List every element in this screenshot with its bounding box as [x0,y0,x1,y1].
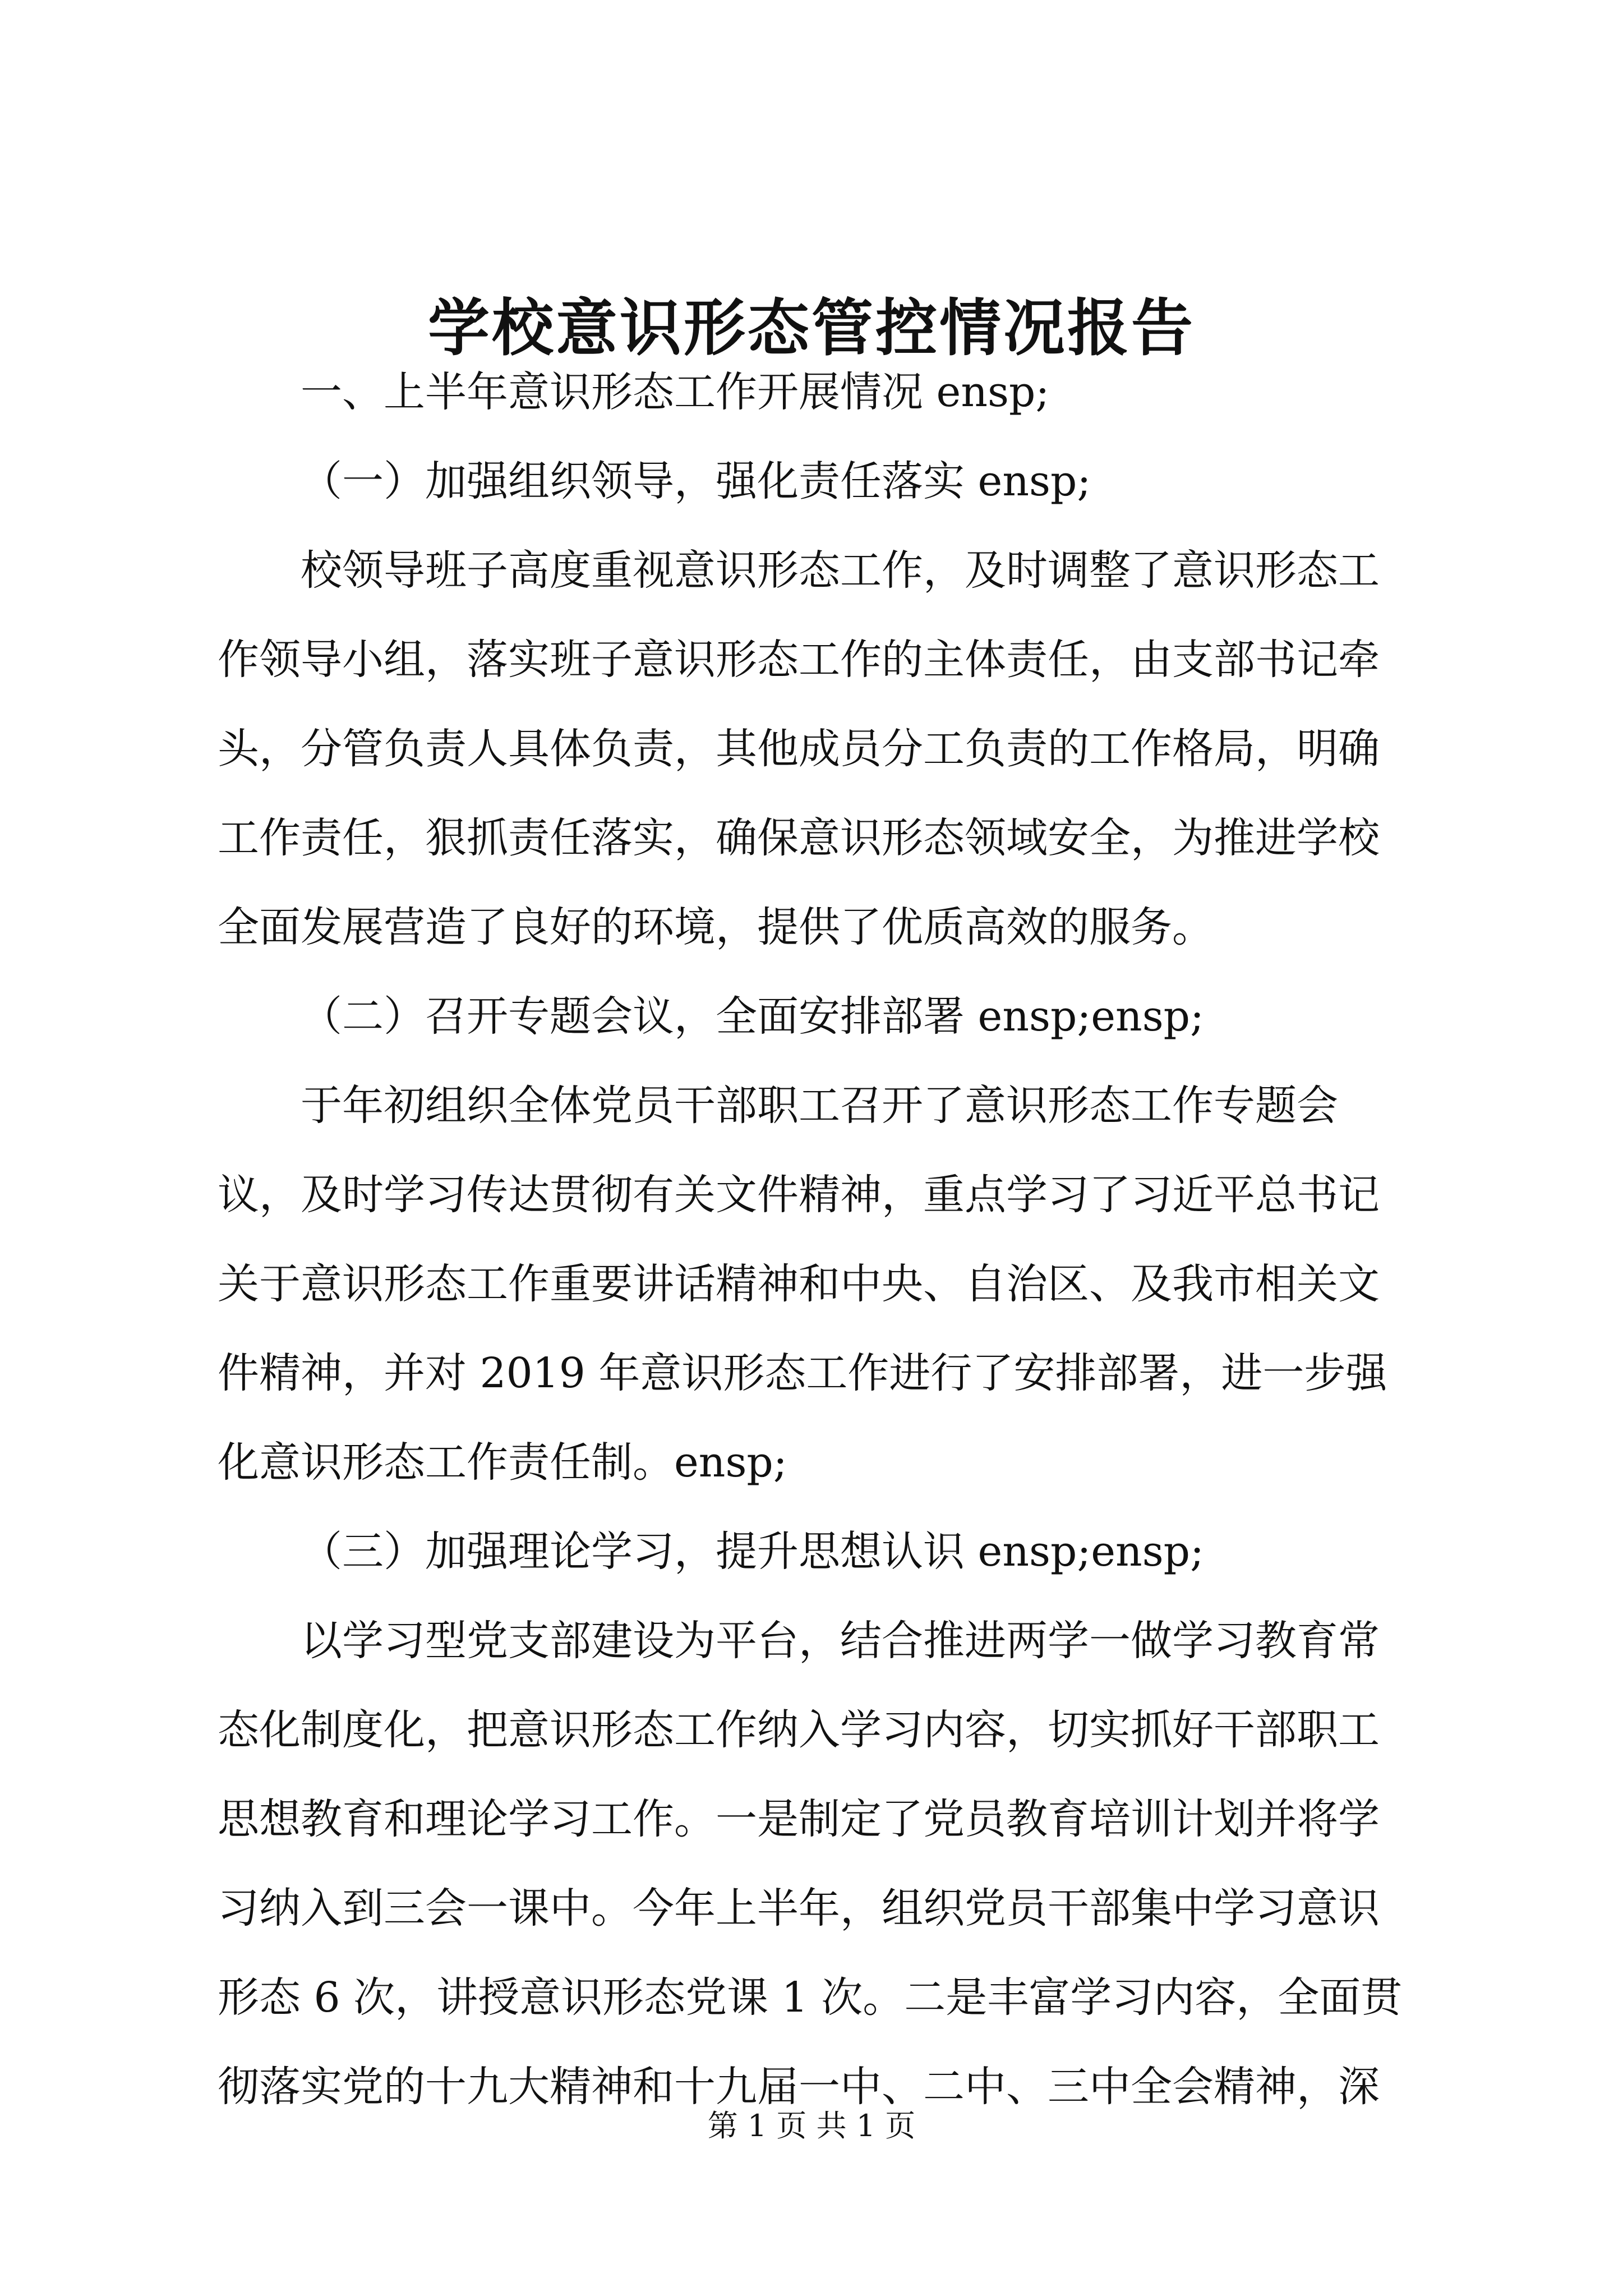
paragraph-line: 以学习型党支部建设为平台，结合推进两学一做学习教育常 [301,1617,1380,1665]
paragraph-line: 校领导班子高度重视意识形态工作，及时调整了意识形态工 [301,546,1380,595]
page-number-footer: 第 1 页 共 1 页 [707,2108,916,2143]
subsection-heading: （三）加强理论学习，提升思想认识 ensp;ensp; [301,1527,1204,1576]
paragraph-line: 全面发展营造了良好的环境，提供了优质高效的服务。 [218,903,1214,951]
paragraph-line: 化意识形态工作责任制。ensp; [218,1438,787,1487]
paragraph-line: 态化制度化，把意识形态工作纳入学习内容，切实抓好干部职工 [218,1706,1380,1754]
subsection-heading: （二）召开专题会议，全面安排部署 ensp;ensp; [301,992,1204,1041]
paragraph-line: 头，分管负责人具体负责，其他成员分工负责的工作格局，明确 [218,725,1380,773]
paragraph-line: 习纳入到三会一课中。今年上半年，组织党员干部集中学习意识 [218,1884,1380,1932]
subsection-heading: （一）加强组织领导，强化责任落实 ensp; [301,457,1091,505]
paragraph-line: 件精神，并对 2019 年意识形态工作进行了安排部署，进一步强 [218,1349,1387,1397]
section-heading: 一、上半年意识形态工作开展情况 ensp; [301,368,1050,416]
document-title: 学校意识形态管控情况报告 [428,292,1195,364]
paragraph-line: 议，及时学习传达贯彻有关文件精神，重点学习了习近平总书记 [218,1171,1380,1219]
paragraph-line: 作领导小组，落实班子意识形态工作的主体责任，由支部书记牵 [218,636,1380,684]
paragraph-line: 思想教育和理论学习工作。一是制定了党员教育培训计划并将学 [218,1795,1380,1843]
paragraph-line: 于年初组织全体党员干部职工召开了意识形态工作专题会 [301,1082,1338,1130]
paragraph-line: 工作责任，狠抓责任落实，确保意识形态领域安全，为推进学校 [218,814,1380,862]
paragraph-line: 关于意识形态工作重要讲话精神和中央、自治区、及我市相关文 [218,1260,1380,1308]
paragraph-line: 彻落实党的十九大精神和十九届一中、二中、三中全会精神，深 [218,2063,1380,2111]
document-body [218,348,1423,2132]
paragraph-line: 形态 6 次，讲授意识形态党课 1 次。二是丰富学习内容，全面贯 [218,1973,1403,2022]
